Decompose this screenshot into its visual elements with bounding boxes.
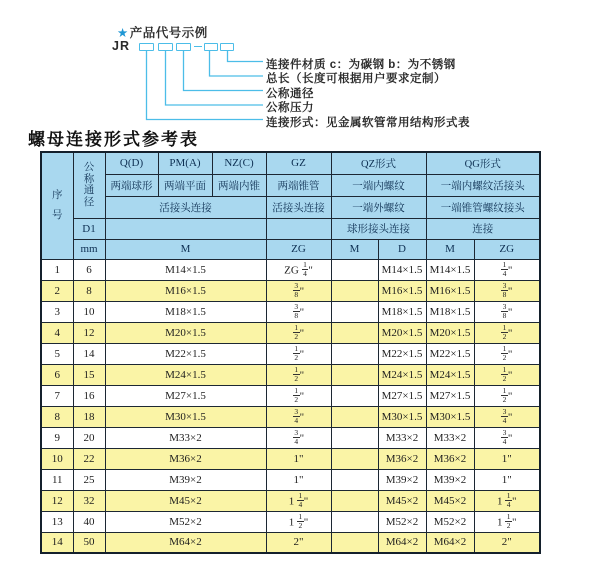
cell-qz-m <box>331 322 378 343</box>
cell-qg-m: M24×1.5 <box>426 364 474 385</box>
diagram-label-connection-form: 连接形式：见金属软管常用结构形式表 <box>266 117 470 129</box>
header-col-qg: QG形式 <box>426 152 540 174</box>
cell-seq: 7 <box>41 385 73 406</box>
cell-m: M20×1.5 <box>105 322 266 343</box>
cell-seq: 14 <box>41 532 73 553</box>
cell-m: M14×1.5 <box>105 259 266 280</box>
header-col-pm: PM(A) <box>158 152 212 174</box>
cell-qg-zg: $\frac{3}{8}$ " <box>474 301 540 322</box>
cell-seq: 13 <box>41 511 73 532</box>
cell-qg-zg: 2" <box>474 532 540 553</box>
cell-qg-m: M36×2 <box>426 448 474 469</box>
cell-qz-d: M52×2 <box>378 511 426 532</box>
header-qg-row4: 连接 <box>426 218 540 239</box>
header-gz-row3: 活接头连接 <box>266 196 331 218</box>
cell-dn: 20 <box>73 427 105 448</box>
header-nz-desc: 两端内锥 <box>212 174 266 196</box>
cell-seq: 11 <box>41 469 73 490</box>
cell-gz: ZG $\frac{1}{4}$ " <box>266 259 331 280</box>
cell-m: M30×1.5 <box>105 406 266 427</box>
cell-qz-m <box>331 406 378 427</box>
cell-qg-m: M33×2 <box>426 427 474 448</box>
cell-qg-zg: $\frac{3}{4}$ " <box>474 427 540 448</box>
cell-gz: 2" <box>266 532 331 553</box>
header-col-q: Q(D) <box>105 152 158 174</box>
table-row <box>41 259 540 280</box>
cell-qg-m: M16×1.5 <box>426 280 474 301</box>
table-row <box>41 448 540 469</box>
cell-m: M18×1.5 <box>105 301 266 322</box>
cell-qz-m <box>331 469 378 490</box>
cell-seq: 5 <box>41 343 73 364</box>
cell-qz-d: M14×1.5 <box>378 259 426 280</box>
cell-dn: 8 <box>73 280 105 301</box>
cell-qz-m <box>331 532 378 553</box>
cell-gz: $\frac{3}{8}$ " <box>266 301 331 322</box>
cell-qz-m <box>331 280 378 301</box>
cell-qz-m <box>331 427 378 448</box>
cell-dn: 32 <box>73 490 105 511</box>
cell-qz-d: M30×1.5 <box>378 406 426 427</box>
cell-qz-m <box>331 301 378 322</box>
cell-m: M16×1.5 <box>105 280 266 301</box>
cell-qz-d: M27×1.5 <box>378 385 426 406</box>
table-row <box>41 490 540 511</box>
cell-qg-m: M20×1.5 <box>426 322 474 343</box>
cell-gz: 1" <box>266 448 331 469</box>
cell-m: M36×2 <box>105 448 266 469</box>
diagram-label-nominal-pressure: 公称压力 <box>266 102 314 114</box>
header-qz-row2: 一端内螺纹 <box>331 174 426 196</box>
cell-qz-d: M24×1.5 <box>378 364 426 385</box>
header-zg-qg: ZG <box>474 239 540 259</box>
code-prefix: JR <box>112 39 130 53</box>
header-qg-row3: 一端锥管螺纹接头 <box>426 196 540 218</box>
diagram-label-nominal-diameter: 公称通径 <box>266 88 314 100</box>
cell-qg-zg: $\frac{1}{4}$ " <box>474 259 540 280</box>
cell-seq: 3 <box>41 301 73 322</box>
cell-seq: 9 <box>41 427 73 448</box>
cell-qz-d: M45×2 <box>378 490 426 511</box>
header-seq: 序 号 <box>41 152 73 259</box>
header-left-row4-empty <box>105 218 266 239</box>
header-d-qz: D <box>378 239 426 259</box>
cell-m: M22×1.5 <box>105 343 266 364</box>
cell-seq: 6 <box>41 364 73 385</box>
diagram-title-text: 产品代号示例 <box>129 26 208 40</box>
header-col-nz: NZ(C) <box>212 152 266 174</box>
header-gz-row4-empty <box>266 218 331 239</box>
cell-m: M39×2 <box>105 469 266 490</box>
cell-qg-zg: 1" <box>474 448 540 469</box>
diagram-label-material: 连接件材质 c：为碳钢 b：为不锈钢 <box>266 59 456 71</box>
cell-qg-zg: $\frac{1}{2}$ " <box>474 385 540 406</box>
table-row <box>41 301 540 322</box>
cell-dn: 12 <box>73 322 105 343</box>
table-row <box>41 364 540 385</box>
cell-qz-m <box>331 490 378 511</box>
table-title: 螺母连接形式参考表 <box>28 130 199 149</box>
cell-m: M33×2 <box>105 427 266 448</box>
header-m-qz: M <box>331 239 378 259</box>
table-row <box>41 385 540 406</box>
cell-gz: $\frac{3}{8}$ " <box>266 280 331 301</box>
table-row <box>41 343 540 364</box>
cell-gz: $\frac{1}{2}$ " <box>266 364 331 385</box>
cell-gz: 1 $\frac{1}{4}$ " <box>266 490 331 511</box>
cell-qz-d: M20×1.5 <box>378 322 426 343</box>
header-qz-row3: 一端外螺纹 <box>331 196 426 218</box>
table-row <box>41 532 540 553</box>
cell-qg-zg: $\frac{1}{2}$ " <box>474 364 540 385</box>
cell-qz-d: M33×2 <box>378 427 426 448</box>
cell-gz: $\frac{1}{2}$ " <box>266 385 331 406</box>
cell-dn: 15 <box>73 364 105 385</box>
cell-dn: 10 <box>73 301 105 322</box>
cell-qz-d: M39×2 <box>378 469 426 490</box>
table-row <box>41 406 540 427</box>
cell-dn: 16 <box>73 385 105 406</box>
cell-dn: 40 <box>73 511 105 532</box>
cell-dn: 25 <box>73 469 105 490</box>
header-col-gz: GZ <box>266 152 331 174</box>
header-m-qg: M <box>426 239 474 259</box>
cell-qz-d: M18×1.5 <box>378 301 426 322</box>
cell-m: M64×2 <box>105 532 266 553</box>
table-row <box>41 322 540 343</box>
cell-qg-m: M14×1.5 <box>426 259 474 280</box>
cell-gz: $\frac{1}{2}$ " <box>266 322 331 343</box>
cell-qz-d: M16×1.5 <box>378 280 426 301</box>
cell-dn: 14 <box>73 343 105 364</box>
cell-qg-m: M30×1.5 <box>426 406 474 427</box>
header-mm: mm <box>73 239 105 259</box>
header-q-desc: 两端球形 <box>105 174 158 196</box>
header-zg-gz: ZG <box>266 239 331 259</box>
table-row <box>41 427 540 448</box>
cell-qg-zg: $\frac{3}{8}$ " <box>474 280 540 301</box>
cell-gz: $\frac{3}{4}$ " <box>266 427 331 448</box>
header-col-qz: QZ形式 <box>331 152 426 174</box>
cell-seq: 8 <box>41 406 73 427</box>
cell-qz-m <box>331 259 378 280</box>
cell-qg-zg: $\frac{3}{4}$ " <box>474 406 540 427</box>
cell-qg-zg: $\frac{1}{2}$ " <box>474 322 540 343</box>
cell-qz-d: M36×2 <box>378 448 426 469</box>
cell-qg-m: M27×1.5 <box>426 385 474 406</box>
cell-qz-d: M64×2 <box>378 532 426 553</box>
cell-qg-m: M18×1.5 <box>426 301 474 322</box>
cell-m: M27×1.5 <box>105 385 266 406</box>
table-row <box>41 280 540 301</box>
cell-seq: 4 <box>41 322 73 343</box>
cell-gz: $\frac{3}{4}$ " <box>266 406 331 427</box>
reference-table <box>40 151 541 554</box>
header-nominal-diameter: 公 称 通 径 <box>73 152 105 218</box>
cell-dn: 22 <box>73 448 105 469</box>
reference-table-wrap <box>40 151 541 554</box>
cell-qg-m: M52×2 <box>426 511 474 532</box>
table-row <box>41 511 540 532</box>
cell-qg-zg: $\frac{1}{2}$ " <box>474 343 540 364</box>
cell-gz: $\frac{1}{2}$ " <box>266 343 331 364</box>
cell-m: M52×2 <box>105 511 266 532</box>
cell-m: M24×1.5 <box>105 364 266 385</box>
header-gz-desc: 两端锥管 <box>266 174 331 196</box>
cell-qz-m <box>331 448 378 469</box>
cell-dn: 6 <box>73 259 105 280</box>
cell-qg-m: M39×2 <box>426 469 474 490</box>
cell-seq: 1 <box>41 259 73 280</box>
header-pm-desc: 两端平面 <box>158 174 212 196</box>
header-qg-row2: 一端内螺纹活接头 <box>426 174 540 196</box>
cell-qz-m <box>331 385 378 406</box>
cell-dn: 50 <box>73 532 105 553</box>
cell-qz-m <box>331 364 378 385</box>
header-left-row3: 活接头连接 <box>105 196 266 218</box>
cell-dn: 18 <box>73 406 105 427</box>
table-row <box>41 469 540 490</box>
cell-qz-m <box>331 511 378 532</box>
cell-qg-m: M45×2 <box>426 490 474 511</box>
cell-qg-m: M64×2 <box>426 532 474 553</box>
cell-gz: 1 $\frac{1}{2}$ " <box>266 511 331 532</box>
cell-m: M45×2 <box>105 490 266 511</box>
table-header <box>41 152 540 259</box>
cell-gz: 1" <box>266 469 331 490</box>
table-body <box>41 259 540 553</box>
header-qz-row4: 球形接头连接 <box>331 218 426 239</box>
diagram-label-total-length: 总长（长度可根据用户要求定制） <box>266 73 446 85</box>
cell-seq: 12 <box>41 490 73 511</box>
cell-qg-zg: 1" <box>474 469 540 490</box>
cell-seq: 2 <box>41 280 73 301</box>
cell-qz-m <box>331 343 378 364</box>
star-icon: ★ <box>117 26 129 40</box>
cell-qg-zg: 1 $\frac{1}{2}$ " <box>474 511 540 532</box>
cell-qg-m: M22×1.5 <box>426 343 474 364</box>
header-d1: D1 <box>73 218 105 239</box>
header-m-left: M <box>105 239 266 259</box>
cell-qg-zg: 1 $\frac{1}{4}$ " <box>474 490 540 511</box>
cell-seq: 10 <box>41 448 73 469</box>
cell-qz-d: M22×1.5 <box>378 343 426 364</box>
